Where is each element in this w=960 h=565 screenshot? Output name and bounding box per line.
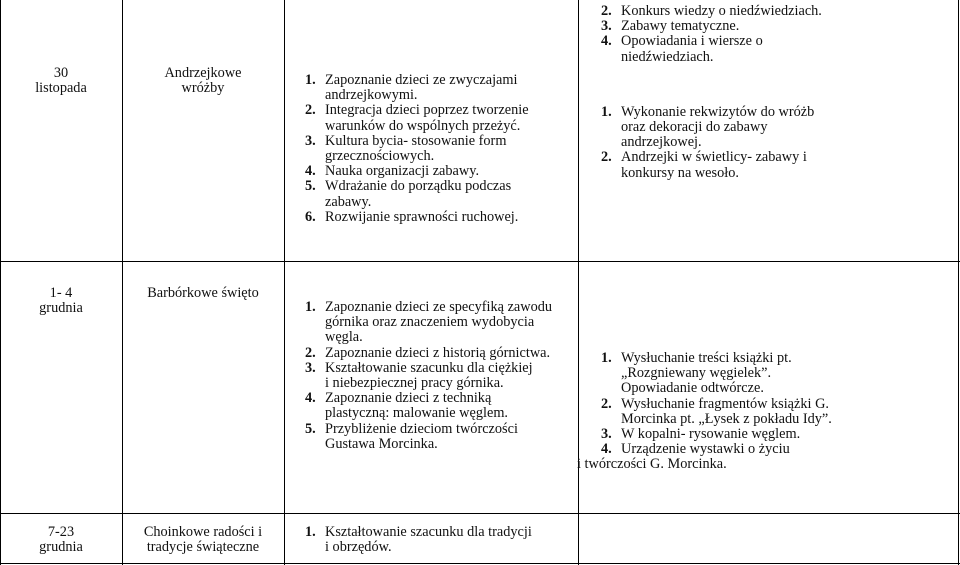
column-divider-goals (578, 0, 579, 565)
list-item: 6. Rozwijanie sprawności ruchowej. (305, 208, 519, 225)
row1-date-day: 30 (53, 65, 69, 81)
row3-goals-cell (305, 525, 575, 555)
row2-topic-line1: Barbórkowe święto (147, 285, 259, 301)
list-item: 1. Wysłuchanie treści książki pt. „Rozgniewany węgielek”. Opowiadanie odtwórcze. (601, 350, 792, 397)
row1-date-month: listopada (35, 80, 87, 97)
row1-activities-list-b (601, 105, 951, 181)
row3-topic-line2: tradycje świąteczne (146, 539, 260, 556)
row2-activities-list (601, 351, 955, 457)
table-bottom-border (0, 563, 960, 564)
list-item: 4. Zapoznanie dzieci z techniką plastyczną: malowanie węglem. (305, 390, 509, 422)
row2-topic-cell (122, 286, 284, 301)
list-item: 2. Andrzejki w świetlicy- zabawy i konkursy na wesoło. (601, 149, 807, 181)
row1-goals-cell (305, 73, 575, 225)
list-item: 2. Zapoznanie dzieci z historią górnictwa. (305, 344, 551, 361)
row2-date-cell (0, 286, 122, 316)
row1-activities-list-a (601, 4, 951, 65)
row2-goals-list (305, 300, 575, 452)
list-item: 2. Integracja dzieci poprzez tworzenie warunków do wspólnych przeżyć. (305, 102, 529, 134)
row3-goals-list (305, 525, 575, 555)
row1-topic-line1: Andrzejkowe (164, 65, 242, 81)
list-item: 2. Konkurs wiedzy o niedźwiedziach. (601, 3, 822, 19)
list-item: 4. Urządzenie wystawki o życiu (601, 441, 790, 458)
list-item: 2. Wysłuchanie fragmentów książki G. Morcinka pt. „Łysek z pokładu Idy”. (601, 395, 832, 427)
row2-date-day: 1- 4 (49, 285, 73, 301)
row1-topic-cell (122, 66, 284, 96)
row1-date-cell (0, 66, 122, 96)
row3-topic-line1: Choinkowe radości i (143, 524, 263, 540)
row3-date-cell (0, 525, 122, 555)
list-item: 3. Zabawy tematyczne. (601, 18, 740, 35)
row-divider-2 (0, 513, 960, 514)
row2-goals-cell (305, 300, 575, 452)
list-item: 1. Wykonanie rekwizytów do wróżb oraz dekoracji do zabawy andrzejkowej. (601, 103, 815, 151)
row3-date-day: 7-23 (47, 524, 75, 540)
list-spacer (601, 65, 951, 105)
list-item: 1. Zapoznanie dzieci ze specyfiką zawodu górnika oraz znaczeniem wydobycia węgla. (305, 299, 553, 346)
list-item: 4. Opowiadania i wiersze o niedźwiedziach. (601, 33, 763, 65)
list-item: 3. W kopalni- rysowanie węglem. (601, 426, 801, 443)
list-item: 1. Zapoznanie dzieci ze zwyczajami andrzejkowymi. (305, 72, 518, 104)
column-divider-topic (284, 0, 285, 565)
row1-activities-cell (601, 4, 951, 181)
list-item: 3. Kształtowanie szacunku dla ciężkiej i niebezpiecznej pracy górnika. (305, 359, 533, 392)
list-item: 5. Wdrażanie do porządku podczas zabawy. (305, 178, 512, 210)
list-item: 5. Przybliżenie dzieciom twórczości Gustawa Morcinka. (305, 420, 518, 452)
row1-topic-line2: wróżby (181, 80, 225, 97)
row1-goals-list (305, 73, 575, 225)
row3-topic-cell (122, 525, 284, 555)
table-right-border (958, 0, 959, 565)
row2-date-month: grudnia (39, 300, 83, 317)
list-item: 1. Kształtowanie szacunku dla tradycji i obrzędów. (305, 524, 532, 556)
row-divider-1 (0, 261, 960, 262)
row2-activities-tail: i twórczości G. Morcinka. (577, 456, 727, 473)
row2-activities-cell (577, 351, 955, 473)
list-item: 3. Kultura bycia- stosowanie form grzecznościowych. (305, 132, 507, 165)
list-item: 4. Nauka organizacji zabawy. (305, 163, 480, 180)
row3-date-month: grudnia (39, 539, 83, 556)
